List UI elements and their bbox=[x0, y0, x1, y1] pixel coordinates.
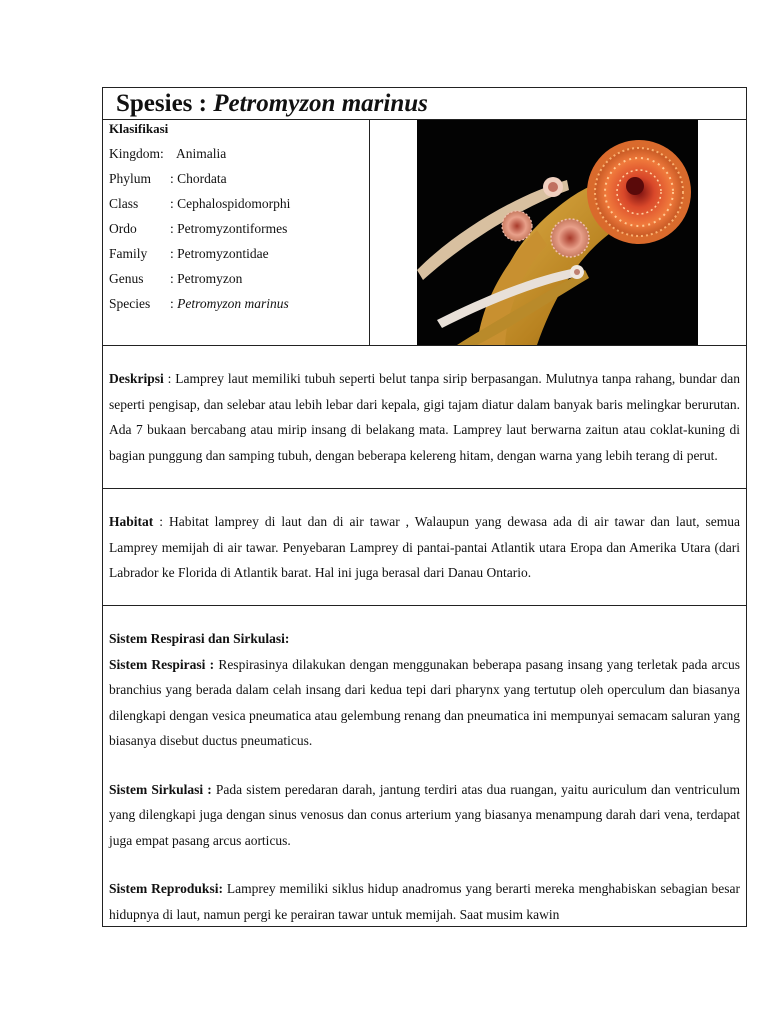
classification-value: Animalia bbox=[176, 146, 227, 161]
description-section bbox=[103, 346, 746, 489]
classification-genus bbox=[109, 270, 369, 295]
classification-value bbox=[170, 295, 289, 320]
classification-value: : Chordata bbox=[170, 171, 227, 186]
habitat-section bbox=[103, 489, 746, 606]
classification-class bbox=[109, 195, 369, 220]
classification-label: Class bbox=[109, 196, 139, 211]
classification-label: Species bbox=[109, 296, 151, 311]
systems-section bbox=[103, 606, 746, 927]
reproduction-paragraph bbox=[109, 876, 740, 927]
description-label: Deskripsi bbox=[109, 371, 164, 386]
classification-family bbox=[109, 245, 369, 270]
reproduction-label: Sistem Reproduksi: bbox=[109, 881, 227, 896]
habitat-label: Habitat bbox=[109, 514, 154, 529]
title-row bbox=[103, 88, 746, 120]
circulation-paragraph bbox=[109, 777, 740, 854]
classification-label: Phylum bbox=[109, 171, 152, 186]
circulation-text: Pada sistem peredaran darah, jantung terdiri atas dua ruangan, yaitu auriculum dan ventriculum yang dilengkapi juga dengan sinus venosus dan conus arterium yang biasanya menampung darah dari vena, terdapat juga empat pasang arcus aorticus. bbox=[109, 781, 741, 848]
classification-phylum bbox=[109, 170, 369, 195]
title-scientific-name: Petromyzon marinus bbox=[213, 89, 428, 117]
species-table bbox=[102, 87, 747, 927]
habitat-text: Habitat lamprey di laut dan di air tawar , Walaupun yang dewasa ada di air tawar dan laut, semua Lamprey memijah di air tawar. Penyebaran Lamprey di pantai-pantai Atlantik utara Eropa dan Amerika Utara (dari Labrador ke Florida di Atlantik barat. Hal ini juga berasal dari Danau Ontario. bbox=[109, 514, 740, 580]
habitat-separator: : bbox=[153, 514, 169, 529]
lamprey-illustration bbox=[417, 120, 698, 345]
systems-heading: Sistem Respirasi dan Sirkulasi: bbox=[109, 631, 290, 646]
classification-label: Family bbox=[109, 246, 148, 261]
classification-label: Kingdom: bbox=[109, 146, 164, 161]
title-prefix: Spesies : bbox=[116, 89, 214, 117]
classification-label: Genus bbox=[109, 271, 144, 286]
classification-ordo bbox=[109, 220, 369, 245]
species-scientific-name: Petromyzon marinus bbox=[177, 296, 289, 311]
lamprey-photo bbox=[417, 120, 698, 345]
classification-kingdom bbox=[109, 145, 369, 170]
classification-value: : Petromyzon bbox=[170, 271, 243, 286]
reproduction-text: Lamprey memiliki siklus hidup anadromus yang berarti mereka menghabiskan sebagian besar hidupnya di laut, namun pergi ke perairan tawar untuk memijah. Saat musim kawin bbox=[109, 881, 740, 922]
classification-row bbox=[103, 120, 746, 346]
classification-label: Ordo bbox=[109, 221, 137, 236]
classification-heading: Klasifikasi bbox=[109, 121, 169, 136]
classification-value: : Petromyzontidae bbox=[170, 246, 269, 261]
paragraph-gap bbox=[109, 853, 740, 876]
classification-value: : Petromyzontiformes bbox=[170, 221, 288, 236]
description-separator: : bbox=[163, 371, 176, 386]
description-text: Lamprey laut memiliki tubuh seperti belut tanpa sirip berpasangan. Mulutnya tanpa rahang, bundar dan seperti pengisap, dan selebar atau lebih lebar dari kepala, gigi tajam diatur dalam banyak baris melingkar berurutan. Ada 7 bukaan bercabang atau mirip insang di belakang mata. Lamprey laut berwarna zaitun atau coklat-kuning di bagian punggung dan samping tubuh, dengan beberapa kelereng hitam, dengan warna yang lebih terang di perut. bbox=[109, 371, 740, 463]
respiration-paragraph bbox=[109, 652, 740, 754]
page-bottom-rule bbox=[102, 926, 747, 927]
paragraph-gap bbox=[109, 754, 740, 777]
species-colon: : bbox=[170, 296, 178, 311]
classification-value: : Cephalospidomorphi bbox=[170, 196, 291, 211]
classification-cell bbox=[103, 120, 370, 345]
photo-cell bbox=[370, 120, 746, 345]
respiration-text: Respirasinya dilakukan dengan menggunakan beberapa pasang insang yang terletak pada arcus branchius yang berada dalam celah insang dari kedua tepi dari pharynx yang tertutup oleh operculum dan biasanya dilengkapi dengan vesica pneumatica atau gelembung renang dan pneumatica ini mempunyai semacam saluran yang biasanya disebut ductus pneumaticus. bbox=[109, 656, 740, 748]
respiration-label: Sistem Respirasi : bbox=[109, 656, 219, 672]
page-title bbox=[116, 90, 428, 118]
classification-species bbox=[109, 295, 369, 320]
circulation-label: Sistem Sirkulasi : bbox=[109, 781, 216, 797]
